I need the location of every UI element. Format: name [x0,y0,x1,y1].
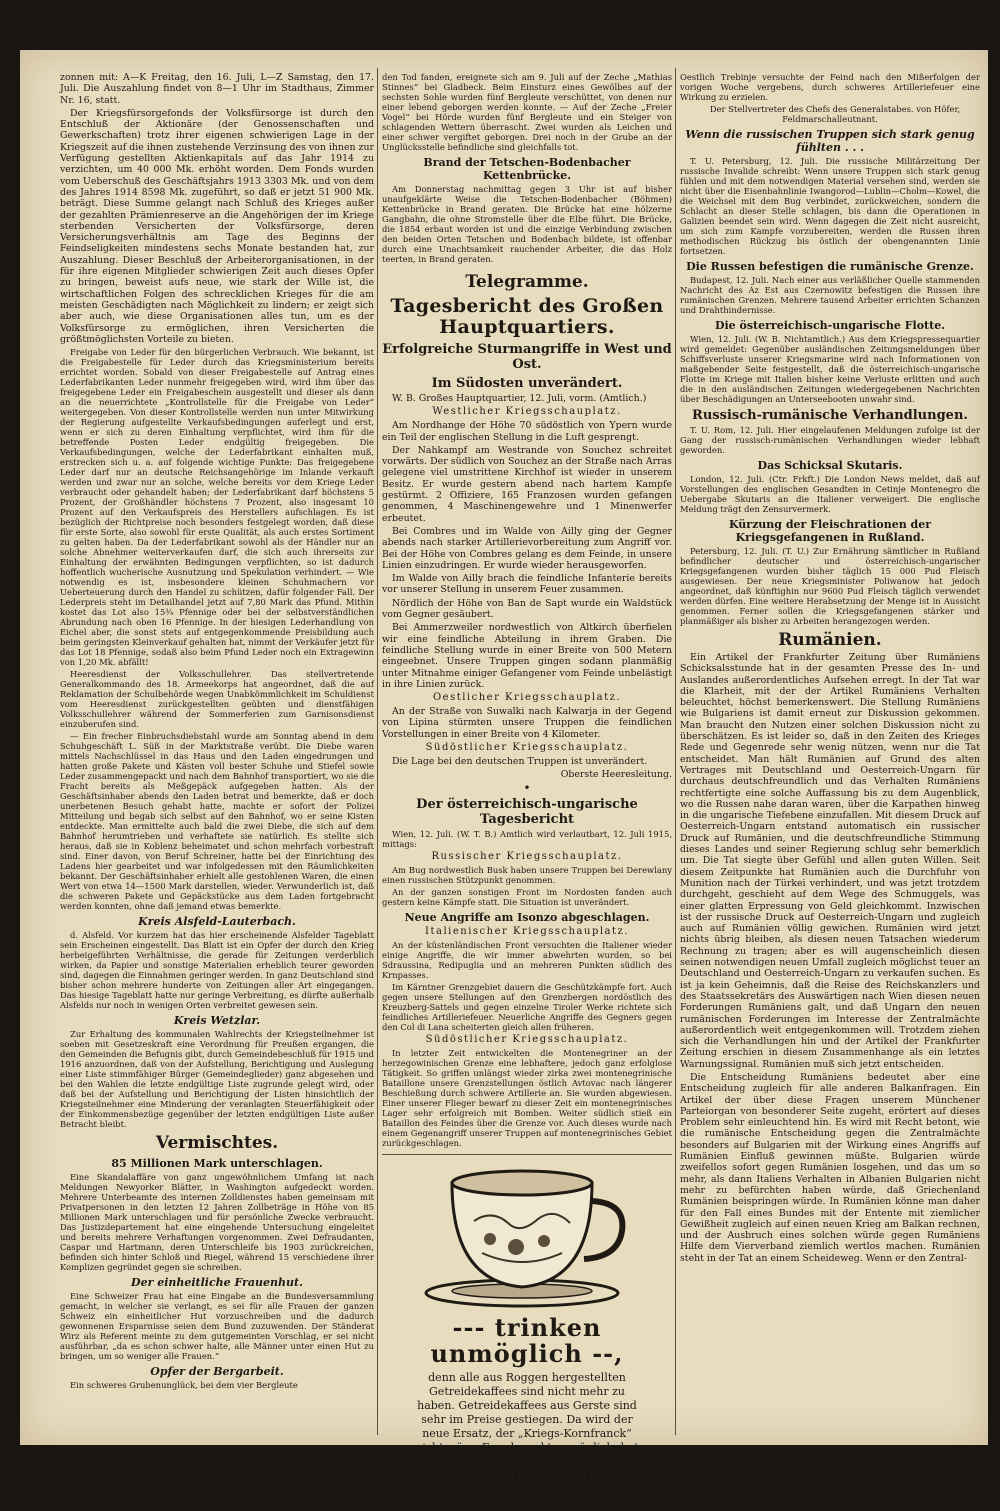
article-text: Ein Artikel der Frankfurter Zeitung über Rumäniens Schicksalsstunde hat in der gesamten Presse des In- und Auslandes außerordentliches Aufsehen erregt. In der Tat war die Klarheit, mit der der Artikel Rumäniens Verhalten beleuchtet, höchst bemerkenswert. Die Stellung Rumäniens wie Bulgariens ist damit erneut zur Diskussion gekommen. Man braucht den Nutzen einer solchen Diskussion nicht zu überschätzen. Es ist leider so, daß in den Zeiten des Krieges Rede und Gegenrede sehr wenig nützen, wenn nur die Tat entscheidet. Man hält Rumänien auf Grund des alten Vertrages mit Deutschland und Oesterreich-Ungarn für durchaus deutschfreundlich und das Verhalten Rumäniens rechtfertigte eine solche Auffassung bis zu dem Augenblick, wo die Russen nahe daran waren, über die Karpathen hinweg in die ungarische Tiefebene einzufallen. Mit diesem Druck auf Oesterreich-Ungarn entstand automatisch ein russischer Druck auf Rumänien, und die deutschfreundliche Stimmung dieses Landes und seiner Regierung schlug sehr bemerklich um. Die Tat siegte über Gefühl und allen guten Willen. Seit diesem Zeitpunkte hat Rumänien auch die Durchfuhr von Munition nach der Türkei verhindert, und was jetzt trotzdem durchgeht, geschieht auf dem Wege des Schmuggels, was einer glatten Erpressung von Geld gleichkommt. Inzwischen ist der russische Druck auf Oesterreich-Ungarn und zugleich auch auf Rumänien völlig gewichen. Rumänien wird jetzt nichts übrig bleiben, als diesen neuen Tatsachen wiederum Rechnung zu tragen; aber es will augenscheinlich diesen seinen notwendigen neuen Umfall zugleich möglichst teuer an Deutschland und Oesterreich-Ungarn zu verkaufen suchen. Es ist ja kein Geheimnis, daß die Reise des Reichskanzlers und des Staatssekretärs des Auswärtigen nach Wien diesen neuen Forderungen Rumäniens galt, und daß Ungarn den neuen rumänischen Forderungen im Interesse der Zentralmächte außerordentlich weit entgegenkommen will. Trotzdem ziehen sich die Verhandlungen hin und der Artikel der Frankfurter Zeitung erschien in diesem Zusammenhange als ein letztes Warnungssignal. Rumänien muß sich jetzt entscheiden. [680,652,980,1070]
article-heading: Opfer der Bergarbeit. [150,1365,284,1379]
column-rule [377,68,378,1435]
article-text: Petersburg, 12. Juli. (T. U.) Zur Ernährung sämtlicher in Rußland befindlicher deutscher und österreichisch-ungarischer Kriegsgefangenen wurden bisher täglich 15 000 Pud Fleisch ausgewiesen. Der neue Kriegsminister Poliwanow hat jedoch angeordnet, daß künftighin nur 9600 Pud Fleisch täglich verwendet werden dürfen. Eine weitere Herabsetzung der Menge ist in Aussicht genommen. Ferner sollen die Kriegsgefangenen stärker und planmäßiger als bisher zu Arbeiten herangezogen werden. [680,546,980,626]
article-text: Am Bug nordwestlich Busk haben unsere Truppen bei Derewlany einen russischen Stützpunkt genommen. [382,864,672,885]
article-text: Der Nahkampf am Westrande von Souchez schreitet vorwärts. Der südlich von Souchez an der Straße nach Arras gelegene viel umstrittene Kirchhof ist wieder in unserem Besitz. Er wurde gestern abend nach hartem Kampfe gestürmt. 2 Offiziere, 165 Franzosen wurden gefangen genommen, 4 Maschinengewehre und 1 Minenwerfer erbeutet. [382,444,672,524]
sub-headline: Im Südosten unverändert. [431,376,623,391]
coffee-cup-illustration [412,1161,642,1311]
article-text: T. U. Petersburg, 12. Juli. Die russische Militärzeitung Der russische Invalide schreibt: Wenn unsere Truppen sich stark genug fühlen und mit dem notwendigen Material versehen sind, werden sie nicht über die Eisenbahnlinie Iwangorod—Lublin—Cholm—Kowel, die die Weichsel mit dem Bug verbindet, zurückweichen, sondern die Schlacht an dieser Stelle schlagen, bis dann die Operationen in Galizien beendet sein wird. Wenn dagegen die Zeit nicht ausreicht, um sich zum Kampfe vorzubereiten, werden die Russen ihren methodischen Rückzug bis östlich der obengenannten Linie fortsetzen. [680,156,980,256]
column-right [680,72,980,1435]
column-rule [675,68,676,1435]
article-text: London, 12. Juli. (Ctr. Frkft.) Die London News meldet, daß auf Vorstellungen des englischen Gesandten in Cetinje Montenegro die Uebergabe Skutaris an die Italiener verweigert. Die englische Meldung trägt den Zensurvermerk. [680,474,980,514]
theater-heading: Oestlicher Kriegsschauplatz. [432,692,622,704]
article-text: Eine Schweizer Frau hat eine Eingabe an die Bundesversammlung gemacht, in welcher sie verlangt, es sei für alle Frauen der ganzen Schweiz ein einheitlicher Hut vorzuschreiben und die dadurch gewonnenen Ersparnisse seien dem Bund zuzuwenden. Der Ständerat Wirz als Referent meinte zu dem gutgemeinten Vorschlag, er sei nicht ausführbar, „da es schon schwer halte, alle Männer unter einen Hut zu bringen, um so weniger alle Frauen.“ [60,1291,374,1362]
ad-headline: unmöglich --, [430,1338,624,1368]
section-heading: Kreis Wetzlar. [173,1014,261,1028]
section-heading: Telegramme. [465,272,589,292]
section-heading: Kreis Alsfeld-Lauterbach. [138,915,296,929]
article-text: den Tod fanden, ereignete sich am 9. Juli auf der Zeche „Mathias Stinnes“ bei Gladbeck. Beim Einsturz eines Gewölbes auf der sechsten Sohle wurden fünf Bergleute verschüttet, von denen nur einer lebend geborgen werden konnte. — Auf der Zeche „Freier Vogel“ bei Hörde wurden fünf Bergleute und ein Steiger von schlagenden Wettern überrascht. Zwei wurden als Leichen und einer schwer vergiftet geborgen. Drei noch in der Grube an der Unglücksstelle befindliche sind gleichfalls tot. [382,72,672,152]
dateline: Wien, 12. Juli. (W. T. B.) Amtlich wird verlautbart, 12. Juli 1915, mittags: [382,828,672,849]
sub-headline: Neue Angriffe am Isonzo abgeschlagen. [404,910,650,924]
article-heading: Wenn die russischen Truppen sich stark genug fühlten . . . [685,128,975,154]
column-left [60,72,374,1435]
signature: Der Stellvertreter des Chefs des Generalstabes. von Höfer, Feldmarschalleutnant. [709,104,961,124]
article-heading: Das Schicksal Skutaris. [757,459,903,472]
article-text: Im Kärntner Grenzgebiet dauern die Geschützkämpfe fort. Auch gegen unsere Stellungen auf den Grenzbergen nordöstlich des Kreuzberg-Sattels und gegen einzelne Tiroler Werke richtete sich feindliches Artilleriefeuer. Neuerliche Angriffe des Gegners gegen den Col di Lana scheiterten gleich allen früheren. [382,981,672,1032]
article-text: Bei Ammerzweiler nordwestlich von Altkirch überfielen wir eine feindliche Abteilung in ihrem Graben. Die feindliche Stellung wurde in einer Breite von 500 Metern eingeebnet. Unsere Truppen gingen sodann planmäßig unter Mitnahme einiger Gefangener vom Feinde unbelästigt in ihre Linien zurück. [382,622,672,690]
article-text: Zur Erhaltung des kommunalen Wahlrechts der Kriegsteilnehmer ist soeben mit Gesetzeskraft eine Verordnung für Preußen ergangen, die den Gemeinden die Befugnis gibt, durch Gemeindebeschluß für 1915 und 1916 anzuordnen, daß von der Aufstellung, Berichtigung und Auslegung einer Liste stimmfähiger Bürger (Gemeindeglieder) ganz abgesehen und bei den Wahlen die letzte endgültige Liste zugrunde gelegt wird, oder daß bei der Aufstellung und Berichtigung der Listen hinsichtlich der Kriegsteilnehmer eine Minderung der veranlagten Steuerfähigkeit oder der Einkommensbezüge gegenüber der letzten endgültigen Liste außer Betracht bleibt. [60,1029,374,1130]
section-heading: Vermischtes. [155,1133,279,1154]
article-text: Der Kriegsfürsorgefonds der Volksfürsorge ist durch den Entschluß der Aktionäre (der Genossenschaften und Gewerkschaften) trotz ihrer eigenen schwierigen Lage in der Kriegszeit auf die ihnen zustehende Verzinsung des von ihnen zur Verfügung gestellten Aktienkapitals auf das Jahr 1914 zu verzichten, um 40 000 Mk. erhöht worden. Dem Fonds wurden vom Ueberschuß des Geschäftsjahrs 1913 3303 Mk. und von dem des Jahres 1914 8598 Mk. zugeführt, so daß er jetzt 51 900 Mk. beträgt. Diese Summe gelangt nach Schluß des Krieges außer der gezahlten Prämienreserve an die Angehörigen der im Kriege sterbenden Versicherten der Volksfürsorge, deren Versicherungsverhältnis am Tage des Beginns der Feindseligkeiten mindestens sechs Monate bestanden hat, zur Auszahlung. Dieser Beschluß der Arbeiterorganisationen, in der für ihre eigenen Mitglieder schwierigen Zeit auch dieses Opfer zu bringen, beweist aufs neue, wie stark der Wille ist, die wirtschaftlichen Folgen des schrecklichen Krieges für die am meisten Geschädigten nach Möglichkeit zu lindern; er zeigt sich aber auch, wie diese Organisationen alles tun, um es der Volksfürsorge zu ermöglichen, ihren Versicherten die größtmöglichsten Vorteile zu bieten. [60,107,374,345]
ad-headline: --- trinken [452,1312,602,1342]
article-text: — Ein frecher Einbruchsdiebstahl wurde am Sonntag abend in dem Schuhgeschäft L. Süß in der Marktstraße verübt. Die Diebe waren mittels Nachschlüssel in das Haus und den Laden eingedrungen und hatten große Pakete und Kästen voll bester Schuhe und Stiefel sowie Leder zusammengepackt und nach dem Bahnhof transportiert, wo sie die Fracht bereits als Meßgepäck aufgegeben hatten. Als der Geschäftsinhaber abends den Laden betrat und bemerkte, daß er doch unerbetenen Besuch gehabt hatte, machte er sofort der Polizei Mitteilung und begab sich selbst auf den Bahnhof, wo er seine Kisten entdeckte. Man ermittelte auch bald die zwei Diebe, die sich auf dem Bahnhof herumtrieben und verhaftete sie natürlich. Es stellte sich heraus, daß sie in Koblenz beheimatet und schon mehrfach vorbestraft sind. Einer davon, von Beruf Schreiner, hatte bei der Einrichtung des Ladens hier gearbeitet und war infolgedessen mit den Räumlichkeiten bekannt. Der Geschäftsinhaber erhielt alle gestohlenen Waren, die einen Wert von etwa 14—1500 Mark darstellen, wieder. Verwunderlich ist, daß die schweren Pakete und Gepäckstücke aus dem Laden fortgebracht werden konnten, ohne daß jemand etwas bemerkte. [60,731,374,912]
article-text: d. Alsfeld. Vor kurzem hat das hier erscheinende Alsfelder Tageblatt sein Erscheinen eingestellt. Das Blatt ist ein Opfer der durch den Krieg herbeigeführten Verhältnisse, die gerade für Zeitungen verderblich wirken, da Papier und sonstige Materialien erheblich teurer geworden sind, dagegen die Einnahmen geringer werden. In ganz Deutschland sind bisher schon mehrere hunderte von Zeitungen aller Art eingegangen. Das hiesige Tageblatt hatte nur geringe Verbreitung, es dürfte außerhalb Alsfelds nur noch in wenigen Orten verbreitet gewesen sein. [60,930,374,1011]
theater-heading: Westlicher Kriegsschauplatz. [432,406,622,418]
article-text: Bei Combres und im Walde von Ailly ging der Gegner abends nach starker Artillerievorbereitung zum Angriff vor. Bei der Höhe von Combres gelang es dem Feinde, in unsere Linien einzudringen. Er wurde wieder herausgeworfen. [382,525,672,571]
article-text: Am Donnerstag nachmittag gegen 3 Uhr ist auf bisher unaufgeklärte Weise die Tetschen-Bodenbacher (Böhmen) Kettenbrücke in Brand geraten. Die Brücke hat eine hölzerne Gangbahn, die ohne Stromstelle über die Elbe führt. Die Brücke, die 1854 erbaut worden ist und die einzige Verbindung zwischen den beiden Orten Tetschen und Bodenbach bildete, ist offenbar durch eine Unachtsamkeit rauchender Arbeiter, die das Holz teerten, in Brand geraten. [382,184,672,264]
theater-heading: Südöstlicher Kriegsschauplatz. [425,1033,629,1045]
article-heading: Der einheitliche Frauenhut. [131,1276,303,1290]
sub-headline: Der österreichisch-ungarische Tagesbericht [416,796,638,827]
theater-heading: Italienischer Kriegsschauplatz. [425,925,629,937]
article-text: zonnen mit: A—K Freitag, den 16. Juli, L—Z Samstag, den 17. Juli. Die Auszahlung findet von 8—1 Uhr im Stadthaus, Zimmer Nr. 16, statt. [60,72,374,106]
article-text: Ein schweres Grubenunglück, bei dem vier Bergleute [70,1380,298,1391]
article-text: An der küstenländischen Front versuchten die Italiener wieder einige Angriffe, die wir immer abwehrten wurden, so bei Sdraussina, Redipuglia und an mehreren Punkten südlich des Krnpasses. [382,939,672,980]
dateline: W. B. Großes Hauptquartier, 12. Juli, vorm. (Amtlich.) [392,393,647,404]
article-heading: Russisch-rumänische Verhandlungen. [692,408,968,423]
sub-headline: Erfolgreiche Sturmangriffe in West und Ost. [382,342,672,372]
article-text: Oestlich Trebinje versuchte der Feind nach den Mißerfolgen der vorigen Woche vergebens, durch schweres Artilleriefeuer eine Wirkung zu erzielen. [680,72,980,102]
article-text: Eine Skandalaffäre von ganz ungewöhnlichem Umfang ist nach Meldungen Newyorker Blätter, in Washington aufgedeckt worden. Mehrere Unterbeamte des internen Zolldienstes haben gemeinsam mit Privatpersonen in den letzten 12 Jahren Zollbeträge in Höhe von 85 Millionen Mark unterschlagen und für persönliche Zwecke verbraucht. Das Justizdepartement hat eine eingehende Untersuchung eingeleitet und bereits mehrere Verhaftungen vorgenommen. Zwei Defraudanten, Caspar und Hartmann, deren Unterschleife bis 1903 zurückreichen, befinden sich hinter Schloß und Riegel, während 15 verschiedene ihrer Komplizen gegründet gegen sie schreiben. [60,1172,374,1273]
theater-heading: Südöstlicher Kriegsschauplatz. [425,742,629,754]
article-text: Am Nordhange der Höhe 70 südöstlich von Ypern wurde ein Teil der englischen Stellung in die Luft gesprengt. [382,420,672,443]
article-heading: Die Russen befestigen die rumänische Grenze. [686,260,974,273]
article-heading: Die österreichisch-ungarische Flotte. [714,319,946,332]
article-text: Nördlich der Höhe von Ban de Sapt wurde ein Waldstück vom Gegner gesäubert. [382,597,672,621]
article-text: An der Straße von Suwalki nach Kalwarja in der Gegend von Lipina stürmten unsere Truppen die feindlichen Vorstellungen in einer Breite von 4 Kilometer. [382,706,672,740]
article-text: Freigabe von Leder für den bürgerlichen Verbrauch. Wie bekannt, ist die Freigabestelle für Leder durch das Kriegsministerium bereits errichtet worden. Sobald von dieser Freigabestelle auf Antrag eines Lederfabrikanten Leder nunmehr freigegeben wird, wird ihm über das freigegebene Leder ein Freigabeschein ausgestellt und dieser als dann an die neuerrichtete „Kontrollstelle für die Freigabe von Leder“ weitergegeben. Von dieser Kontrollstelle werden nun unter Mitwirkung der Regierung aufgestellte Verkaufsbedingungen auferlegt und erst, wenn er sich zu deren Einhaltung verpflichtet, wird ihm für die betreffende Posten Leder endgültig freigegeben. Die Verkaufsbedingungen, welche der Lederfabrikant einhalten muß, erstrecken sich u. a. auf folgende wichtige Punkte: Das freigegebene Leder darf nur an deutsche Reichsangehörige im Inlande verkauft werden und zwar nur an solche, welche bereits vor dem Kriege Leder verbraucht oder gehandelt haben; der Lederfabrikant darf höchstens 5 Prozent, der Großhändler höchstens 7 Prozent, also insgesamt 10 Prozent auf den Verkaufspreis des Herstellers aufschlagen. Es ist bezüglich der Richtpreise noch besonders festgelegt worden, daß diese für erste Sorte, also sowohl für erste Qualität, als auch erstes Sortiment zu gelten haben. Da der Lederfabrikant sowohl als der Händler nur an solche Abnehmer weiterverkaufen darf, die sich auch ihrerseits zur Einhaltung der erwähnten Bedingungen verpflichten, so ist dadurch hoffentlich wucherische Ausnutzung und Spekulation verhindert. — Wie notwendig es ist, insbesondere kleinen Schuhmachern vor Ueberteuerung durch den Handel zu schützen, dafür folgender Fall. Der Lederpreis steht im Detailhandel jetzt auf 7,80 Mark das Pfund. Mithin kostet das Lot also 15¾ Pfennige oder bei der selbstverständlichen Abrundung nach oben 16 Pfennige. In der hiesigen Lederhandlung von Eichel aber, die sonst stets auf entgegenkommende Preisbildung auch beim geringsten Kleinverkauf gehalten hat, nimmt der Verkäufer jetzt für das Lot 18 Pfennige, sodaß also beim Pfund Leder noch ein Extragewinn von 1,20 Mk. abfällt! [60,347,374,668]
signature: Oberste Heeresleitung. [560,769,672,781]
section-heading: Rumänien. [778,630,882,650]
separator-dot: • [523,780,531,795]
theater-heading: Russischer Kriegsschauplatz. [431,850,623,862]
article-text: Im Walde von Ailly brach die feindliche Infanterie bereits vor unserer Stellung in unserem Feuer zusammen. [382,573,672,596]
article-heading: 85 Millionen Mark unterschlagen. [111,1157,323,1171]
article-text: An der ganzen sonstigen Front im Nordosten fanden auch gestern keine Kämpfe statt. Die Situation ist unverändert. [382,886,672,907]
article-text: Budapest, 12. Juli. Nach einer aus verläßlicher Quelle stammenden Nachricht des Az Est aus Czernowitz befestigen die Russen ihre rumänischen Grenzen. Mehrere tausend Arbeiter errichten Schanzen und Drahthindernisse. [680,275,980,315]
article-text: Heeresdienst der Volksschullehrer. Das stellvertretende Generalkommando des 18. Armeekorps hat angeordnet, daß die auf Reklamation der Schulbehörde wegen Unabkömmlichkeit im Schuldienst vom Heeresdienst zurückgestellten geübten und dienstfähigen Volksschullehrer während der Sommerferien zum Garnisonsdienst einzuberufen sind. [60,669,374,730]
main-headline: Tagesbericht des Großen Hauptquartiers. [390,295,664,338]
article-text: Die Lage bei den deutschen Truppen ist unverändert. [392,756,648,768]
article-text: T. U. Rom, 12. Juli. Hier eingelaufenen Meldungen zufolge ist der Gang der russisch-rumänischen Verhandlungen wieder lebhaft geworden. [680,425,980,455]
article-text: In letzter Zeit entwickelten die Montenegriner an der herzegowinischen Grenze eine lebhaftere, jedoch ganz erfolglose Tätigkeit. So griffen unlängst wieder zirka zwei montenegrinische Bataillone unsere Grenzstellungen östlich Avtovac nach längerer Beschießung durch schwere Artillerie an. Sie wurden abgewiesen. Einer unserer Flieger bewarf zu dieser Zeit ein montenegrinisches Lager sehr erfolgreich mit Bomben. Weiter südlich stieß ein Bataillon des Feindes über die Grenze vor. Auch dieses wurde nach einem Gegenangriff unserer Truppen auf montenegrinisches Gebiet zurückgeschlagen. [382,1047,672,1148]
article-text: Wien, 12. Juli. (W. B. Nichtamtlich.) Aus dem Kriegspressequartier wird gemeldet: Gegenüber ausländischen Zeitungsmeldungen über Schiffsverluste unserer Kriegsmarine wird nach Informationen von maßgebender Seite festgestellt, daß die österreichisch-ungarische Flotte im Kriege mit Italien bisher keine Verluste erlitten und auch die in den ausländischen Zeitungen wiedergegebenen Nachrichten über Beschädigungen an Unterseebooten unwahr sind. [680,334,980,404]
ad-text: denn alle aus Roggen hergestellten Getreidekaffees sind nicht mehr zu haben. Getreidekaffees aus Gerste sind sehr im Preise gestiegen. Da wird der neue Ersatz, der „Kriegs-Kornfranck“ nicht wäre: Er schmeckt vorzüglich, hat eine schöne kaffeebraune Farbe; er ist sehr ausgiebig und deshalb billig. Ganzes Paket 50 Pfg., halbes Paket 26 Pfg. [415,1370,639,1510]
coffee-advertisement [382,1154,672,1511]
column-middle [382,72,672,1510]
article-heading: Kürzung der Fleischrationen der Kriegsgefangenen in Rußland. [728,518,932,544]
article-text: Die Entscheidung Rumäniens bedeutet aber eine Entscheidung zugleich für alle anderen Balkanfragen. Ein Artikel der über diese Fragen unserem Münchener Parteiorgan von besonderer Seite zugeht, erörtert auf dieses Problem sehr einleuchtend hin. Es wird mit Recht betont, wie die rumänische Entscheidung gegen die Zentralmächte besonders auf Bulgarien mit der Wirkung eines Angriffs auf Rumänien Einfluß gewinnen müßte. Bulgarien würde zweifellos sofort gegen Rumänien losgehen, und das um so mehr, als dann Italiens Verhalten in Albanien Bulgarien nicht mehr zu befürchten haben würde, daß Griechenland Rumänien beispringen würde. In Rumänien könne man daher für den Fall eines Bundes mit der Entente mit ziemlicher Gewißheit zugleich auf einen neuen Krieg am Balkan rechnen, und der Ausbruch eines solchen würde gegen Rumäniens Hilfe dem Vierverband ziemlich wertlos machen. Rumänien steht in der Tat an einem Scheideweg. Wenn er den Zentral- [680,1071,980,1264]
newspaper-page [20,50,988,1510]
article-heading: Brand der Tetschen-Bodenbacher Kettenbrücke. [423,156,631,182]
